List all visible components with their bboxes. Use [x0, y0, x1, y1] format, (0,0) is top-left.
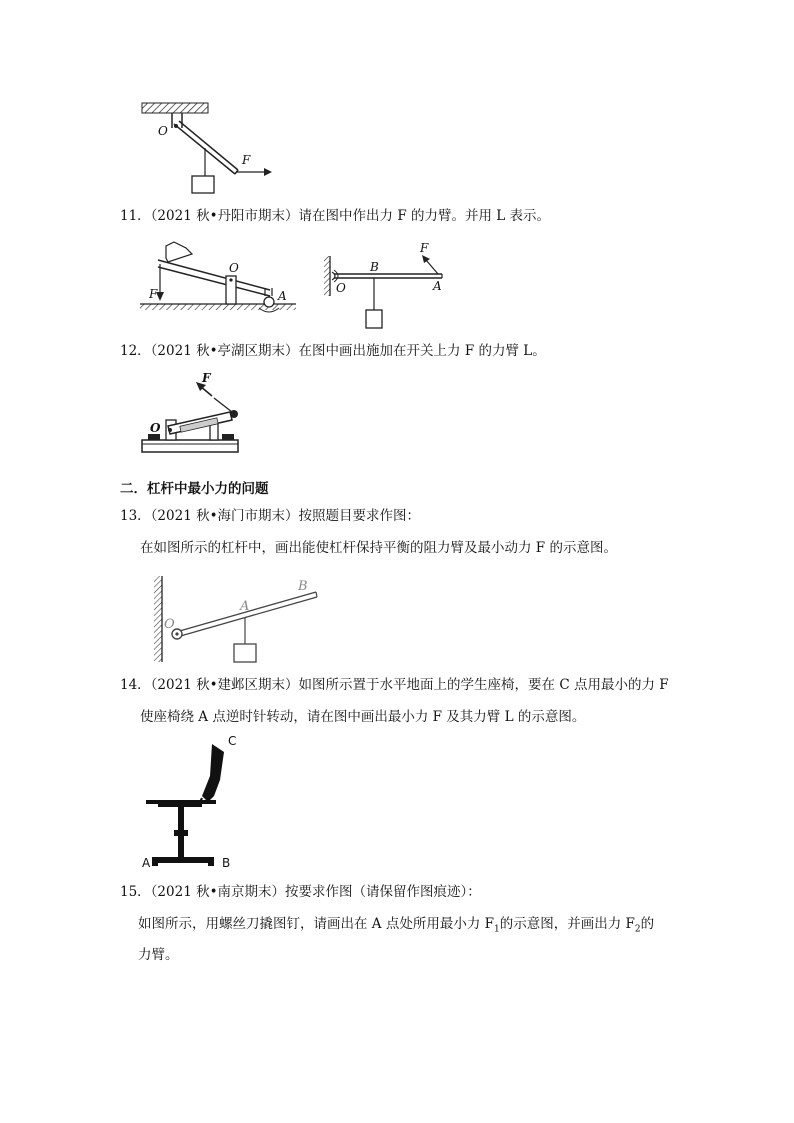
q12-text: 12．（2021 秋•亭湖区期末）在图中画出施加在开关上力 F 的力臂 L。	[120, 343, 546, 359]
svg-text:O: O	[336, 281, 346, 295]
q13-text-line2: 在如图所示的杠杆中，画出能使杠杆保持平衡的阻力臂及最小动力 F 的示意图。	[140, 540, 617, 556]
svg-text:B: B	[222, 856, 231, 870]
q14-text-line1: 14．（2021 秋•建邺区期末）如图所示置于水平地面上的学生座椅，要在 C 点用最小的力 F	[120, 677, 669, 693]
svg-text:A: A	[142, 856, 151, 870]
svg-text:B: B	[370, 260, 379, 274]
q15-subscript-2: 2	[634, 924, 641, 935]
pivot-o	[168, 428, 172, 432]
label-o: O	[158, 124, 168, 138]
q15-line2-part-c: 的	[640, 916, 655, 932]
svg-text:O: O	[164, 617, 175, 632]
svg-text:A: A	[433, 279, 442, 293]
switch-base	[142, 440, 238, 452]
figure-top-lever	[138, 98, 278, 198]
svg-text:A: A	[240, 599, 250, 614]
q11-wall-lever-figure	[320, 242, 460, 332]
q15-text-line2	[138, 915, 654, 939]
arrow-icon	[264, 168, 272, 176]
q13-lever-figure	[150, 574, 325, 666]
roller-icon	[264, 297, 274, 307]
q14-chair-figure	[140, 732, 250, 872]
chair-back	[202, 744, 224, 802]
label-f: F	[242, 153, 251, 167]
q12-switch-figure	[140, 372, 250, 462]
q15-text-line1: 15．（2021 秋•南京期末）按要求作图（请保留作图痕迹）：	[120, 884, 481, 900]
svg-text:F: F	[420, 241, 429, 255]
chair-seat	[146, 800, 216, 804]
arrow-icon	[422, 255, 430, 263]
q11-text: 11．（2021 秋•丹阳市期末）请在图中作出力 F 的力臂。并用 L 表示。	[120, 208, 551, 224]
svg-text:F: F	[149, 287, 158, 301]
q15-line2-part-b: 的示意图，并画出力 F	[499, 916, 635, 932]
svg-text:C: C	[228, 734, 237, 748]
svg-text:A: A	[278, 289, 287, 303]
weight-block	[234, 644, 256, 662]
svg-text:B: B	[298, 579, 308, 594]
q15-subscript-1: 1	[494, 924, 500, 935]
svg-text:O: O	[150, 421, 161, 435]
weight-block	[192, 176, 214, 193]
q14-text-line2: 使座椅绕 A 点逆时针转动，请在图中画出最小力 F 及其力臂 L 的示意图。	[140, 709, 586, 725]
section-heading: 二．杠杆中最小力的问题	[120, 481, 269, 497]
q15-text-line3: 力臂。	[138, 947, 179, 963]
ceiling	[142, 103, 208, 113]
q13-text: 13．（2021 秋•海门市期末）按照题目要求作图：	[120, 508, 421, 524]
q11-pedal-lever-figure	[138, 232, 298, 317]
svg-text:O: O	[229, 261, 239, 275]
q15-line2-part-a: 如图所示，用螺丝刀撬图钉，请画出在 A 点处所用最小力 F	[138, 916, 494, 932]
svg-text:F: F	[202, 371, 211, 385]
weight-block	[366, 310, 382, 328]
foot-icon	[166, 242, 192, 262]
